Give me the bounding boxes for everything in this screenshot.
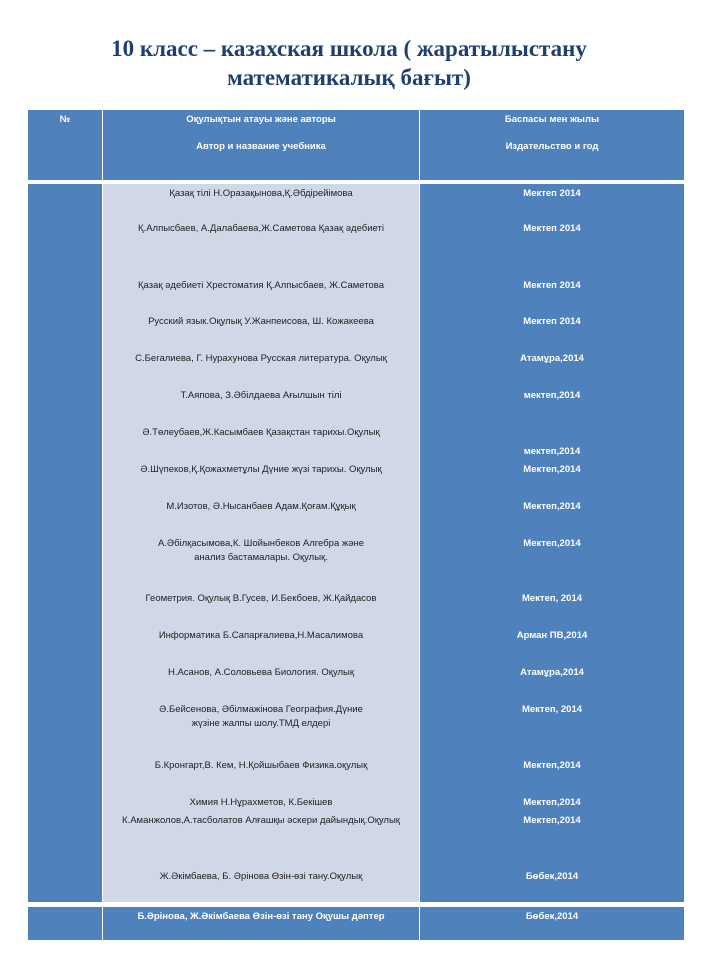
- table-row: [28, 312, 684, 349]
- book-cell: С.Бегалиева, Г. Нурахунова Русская литература. Оқулық: [103, 349, 419, 386]
- publisher-cell: Атамұра,2014: [420, 663, 684, 700]
- publisher-cell: Мектеп 2014: [420, 312, 684, 349]
- header-publisher-kz: Баспасы мен жылы: [504, 114, 600, 125]
- page-title: [0, 34, 720, 92]
- row-number-cell: [28, 497, 102, 534]
- table-row: [28, 589, 684, 626]
- table-row: [28, 626, 684, 663]
- table-row: [28, 907, 684, 940]
- book-cell: Ә.Төлеубаев,Ж.Касымбаев Қазақстан тарихы.Оқулық: [103, 423, 419, 460]
- book-cell: М.Изотов, Ә.Нысанбаев Адам.Қоғам.Құқық: [103, 497, 419, 534]
- publisher-cell: мектеп,2014: [420, 423, 684, 460]
- row-number-cell: [28, 793, 102, 811]
- publisher-cell: Мектеп,2014: [420, 756, 684, 793]
- table-row: [28, 700, 684, 756]
- book-cell: Қазақ әдебиеті Хрестоматия Қ.Алпысбаев, Ж.Саметова: [103, 276, 419, 312]
- publisher-cell: Мектеп, 2014: [420, 589, 684, 626]
- header-publisher-ru: Издательство и год: [505, 141, 599, 152]
- row-number-cell: [28, 276, 102, 312]
- title-line-2: математикалық бағыт): [227, 65, 471, 90]
- table-row: [28, 663, 684, 700]
- publisher-cell: Мектеп,2014: [420, 793, 684, 811]
- header-book-ru: Автор и название учебника: [196, 141, 326, 152]
- row-number-cell: [28, 184, 102, 219]
- header-publisher: [420, 110, 684, 180]
- table-row: [28, 276, 684, 312]
- table-row: [28, 793, 684, 811]
- row-number-cell: [28, 626, 102, 663]
- header-book-kz: Оқулықтын атауы және авторы: [186, 114, 336, 125]
- publisher-cell: Мектеп,2014: [420, 497, 684, 534]
- row-number-cell: [28, 312, 102, 349]
- table-header: [28, 110, 684, 180]
- book-cell: Н.Асанов, А.Соловьева Биология. Оқулық: [103, 663, 419, 700]
- publisher-cell: Атамұра,2014: [420, 349, 684, 386]
- publisher-cell: Мектеп, 2014: [420, 700, 684, 756]
- book-cell: Қ.Алпысбаев, А.Далабаева,Ж.Саметова Қазақ әдебиеті: [103, 219, 419, 276]
- table-row: [28, 867, 684, 902]
- row-number-cell: [28, 589, 102, 626]
- book-cell: Химия Н.Нұрахметов, К.Бекішев: [103, 793, 419, 811]
- publisher-cell: Бөбек,2014: [420, 907, 684, 940]
- table-row: [28, 497, 684, 534]
- header-number: №: [28, 110, 102, 180]
- header-book: [103, 110, 419, 180]
- publisher-cell: Мектеп 2014: [420, 219, 684, 276]
- row-number-cell: [28, 756, 102, 793]
- publisher-cell: мектеп,2014: [420, 386, 684, 423]
- book-cell: Ә.Бейсенова, Әбілмажінова География.Дүние жүзіне жалпы шолу.ТМД елдері: [103, 700, 419, 756]
- table-row: [28, 184, 684, 219]
- title-line-1: 10 класс – казахская школа ( жаратылыстану: [111, 36, 587, 61]
- table-row: [28, 386, 684, 423]
- book-cell: К.Аманжолов,А.тасболатов Алғашқы әскери дайындық.Оқулық: [103, 811, 419, 867]
- table-row: [28, 423, 684, 460]
- row-number-cell: [28, 663, 102, 700]
- book-cell: Геометрия. Оқулық В.Гусев, И.Бекбоев, Ж.Қайдасов: [103, 589, 419, 626]
- book-cell: Информатика Б.Сапарғалиева,Н.Масалимова: [103, 626, 419, 663]
- table-row: [28, 756, 684, 793]
- publisher-cell: Мектеп 2014: [420, 276, 684, 312]
- row-number-cell: [28, 907, 102, 940]
- book-cell: Т.Аяпова, З.Әбілдаева Ағылшын тілі: [103, 386, 419, 423]
- table-row: [28, 460, 684, 497]
- book-cell: Ә.Шүпеков,Қ.Қожахметұлы Дүние жүзі тарихы. Оқулық: [103, 460, 419, 497]
- book-cell: Б.Әрінова, Ж.Әкімбаева Өзін-өзі тану Оқушы дәптер: [103, 907, 419, 940]
- book-cell: Қазақ тілі Н.Оразақынова,Қ.Әбдірейімова: [103, 184, 419, 219]
- book-cell: Б.Кронгарт,В. Кем, Н.Қойшыбаев Физика.оқулық: [103, 756, 419, 793]
- row-number-cell: [28, 534, 102, 589]
- table-row: [28, 219, 684, 276]
- publisher-cell: Бөбек,2014: [420, 867, 684, 902]
- row-number-cell: [28, 219, 102, 276]
- publisher-cell: Мектеп,2014: [420, 811, 684, 867]
- row-number-cell: [28, 349, 102, 386]
- book-cell: А.Әбілқасымова,К. Шойынбеков Алгебра және анализ бастамалары. Оқулық.: [103, 534, 419, 589]
- publisher-cell: Мектеп,2014: [420, 460, 684, 497]
- row-number-cell: [28, 423, 102, 460]
- book-cell: Ж.Әкімбаева, Б. Әрінова Өзін-өзі тану.Оқулық: [103, 867, 419, 902]
- row-number-cell: [28, 867, 102, 902]
- row-number-cell: [28, 811, 102, 867]
- row-number-cell: [28, 700, 102, 756]
- publisher-cell: Арман ПВ,2014: [420, 626, 684, 663]
- publisher-cell: Мектеп,2014: [420, 534, 684, 589]
- book-cell: Русский язык.Оқулық У.Жанпеисова, Ш. Кожакеева: [103, 312, 419, 349]
- row-number-cell: [28, 460, 102, 497]
- publisher-cell: Мектеп 2014: [420, 184, 684, 219]
- table-row: [28, 349, 684, 386]
- table-row: [28, 534, 684, 589]
- row-number-cell: [28, 386, 102, 423]
- table-row: [28, 811, 684, 867]
